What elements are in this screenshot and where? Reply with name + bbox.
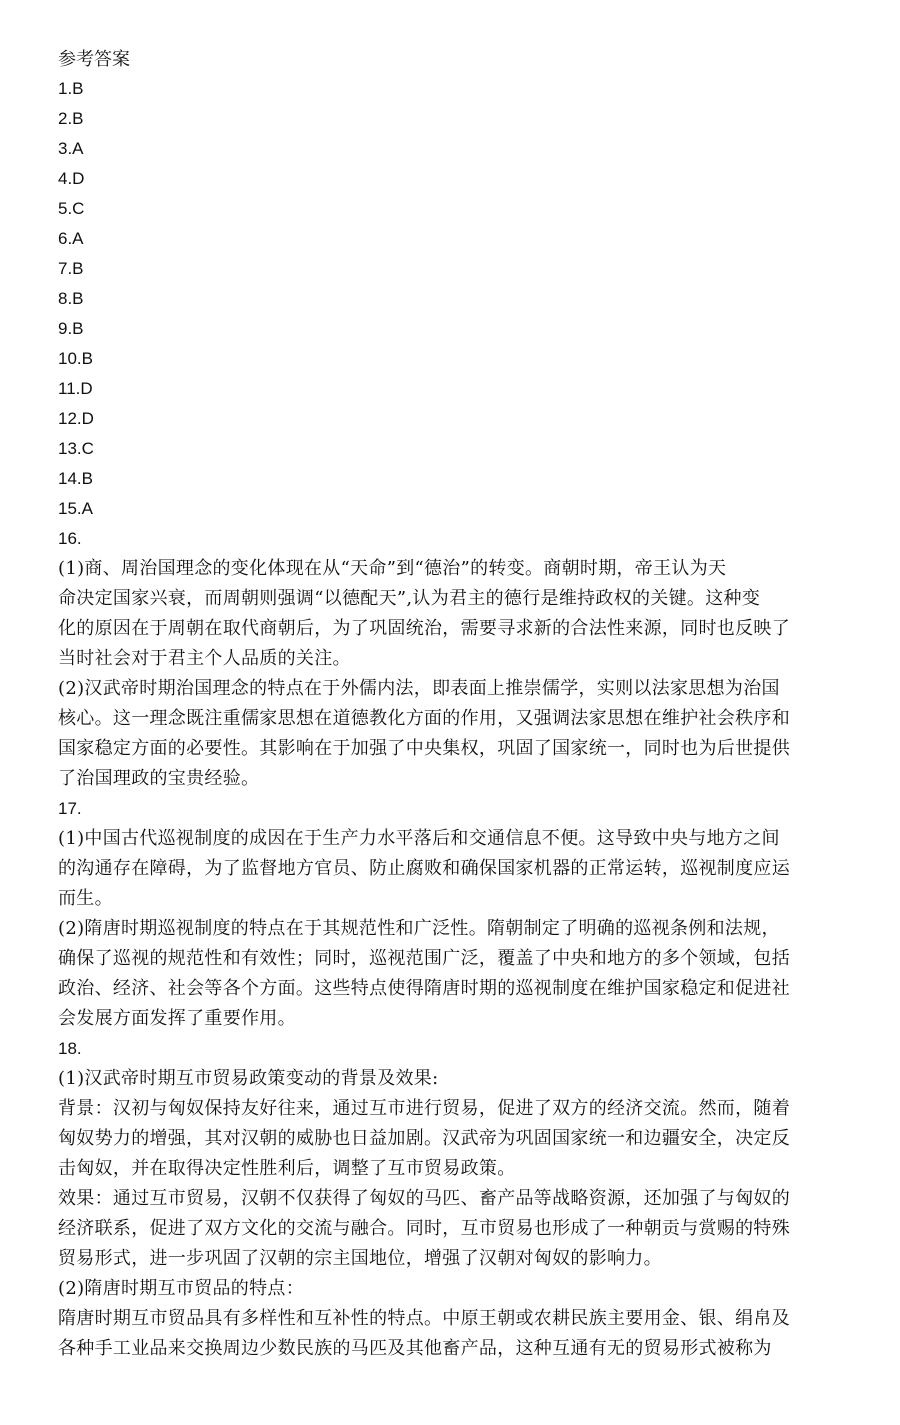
q18-effect (58, 1184, 858, 1274)
answer-item: 5.C (58, 199, 85, 218)
answer-item: 12.D (58, 409, 94, 428)
document-title: 参考答案 (58, 49, 130, 69)
text-line: 隋唐时期互市贸品具有多样性和互补性的特点。中原王朝或农耕民族主要用金、银、绢帛及 (58, 1308, 790, 1329)
multiple-choice-answers (58, 74, 858, 524)
answer-item: 10.B (58, 349, 93, 368)
text-line: 核心。这一理念既注重儒家思想在道德教化方面的作用，又强调法家思想在维护社会秩序和 (58, 708, 790, 729)
q17-part2 (58, 914, 858, 1034)
text-line: (1)中国古代巡视制度的成因在于生产力水平落后和交通信息不便。这导致中央与地方之间 (58, 828, 780, 849)
text-line: 政治、经济、社会等各个方面。这些特点使得隋唐时期的巡视制度在维护国家稳定和促进社 (58, 978, 790, 999)
text-line: 国家稳定方面的必要性。其影响在于加强了中央集权，巩固了国家统一，同时也为后世提供 (58, 738, 790, 759)
text-line: (1)汉武帝时期互市贸易政策变动的背景及效果: (58, 1068, 439, 1089)
text-line: 各种手工业品来交换周边少数民族的马匹及其他畜产品，这种互通有无的贸易形式被称为 (58, 1338, 772, 1359)
answer-item: 9.B (58, 319, 84, 338)
answer-item: 8.B (58, 289, 84, 308)
answer-item: 3.A (58, 139, 84, 158)
text-line: 当时社会对于君主个人品质的关注。 (58, 648, 351, 669)
text-line: 会发展方面发挥了重要作用。 (58, 1008, 296, 1029)
q16-part1 (58, 554, 858, 674)
text-line: 经济联系，促进了双方文化的交流与融合。同时，互市贸易也形成了一种朝贡与赏赐的特殊 (58, 1218, 790, 1239)
answer-document (58, 44, 858, 1364)
q18-part2-heading (58, 1274, 858, 1304)
text-line: (1)商、周治国理念的变化体现在从“天命”到“德治”的转变。商朝时期，帝王认为天 (58, 558, 727, 579)
text-line: 而生。 (58, 888, 113, 909)
answer-item: 7.B (58, 259, 84, 278)
answer-item: 4.D (58, 169, 85, 188)
question-18-number: 18. (58, 1039, 82, 1058)
q18-part2 (58, 1304, 858, 1364)
answer-item: 11.D (58, 379, 93, 398)
q17-part1 (58, 824, 858, 914)
text-line: (2)隋唐时期互市贸品的特点： (58, 1278, 304, 1299)
text-line: 贸易形式，进一步巩固了汉朝的宗主国地位，增强了汉朝对匈奴的影响力。 (58, 1248, 662, 1269)
q18-background (58, 1094, 858, 1184)
q18-part1-heading (58, 1064, 858, 1094)
text-line: 的沟通存在障碍，为了监督地方官员、防止腐败和确保国家机器的正常运转，巡视制度应运 (58, 858, 790, 879)
text-line: 命决定国家兴衰，而周朝则强调“以德配天”,认为君主的德行是维持政权的关键。这种变 (58, 588, 761, 609)
text-line: 击匈奴，并在取得决定性胜利后，调整了互市贸易政策。 (58, 1158, 516, 1179)
answer-item: 2.B (58, 109, 84, 128)
answer-item: 15.A (58, 499, 93, 518)
text-line: (2)隋唐时期巡视制度的特点在于其规范性和广泛性。隋朝制定了明确的巡视条例和法规， (58, 918, 780, 939)
answer-item: 13.C (58, 439, 94, 458)
text-line: 背景：汉初与匈奴保持友好往来，通过互市进行贸易，促进了双方的经济交流。然而，随着 (58, 1098, 790, 1119)
answer-item: 6.A (58, 229, 84, 248)
answer-item: 1.B (58, 79, 84, 98)
question-16-number: 16. (58, 529, 82, 548)
text-line: 确保了巡视的规范性和有效性；同时，巡视范围广泛，覆盖了中央和地方的多个领域，包括 (58, 948, 790, 969)
text-line: 效果：通过互市贸易，汉朝不仅获得了匈奴的马匹、畜产品等战略资源，还加强了与匈奴的 (58, 1188, 790, 1209)
text-line: (2)汉武帝时期治国理念的特点在于外儒内法，即表面上推崇儒学，实则以法家思想为治国 (58, 678, 780, 699)
text-line: 化的原因在于周朝在取代商朝后，为了巩固统治，需要寻求新的合法性来源，同时也反映了 (58, 618, 790, 639)
answer-item: 14.B (58, 469, 93, 488)
q16-part2 (58, 674, 858, 794)
text-line: 匈奴势力的增强，其对汉朝的威胁也日益加剧。汉武帝为巩固国家统一和边疆安全，决定反 (58, 1128, 790, 1149)
question-17-number: 17. (58, 799, 82, 818)
text-line: 了治国理政的宝贵经验。 (58, 768, 260, 789)
